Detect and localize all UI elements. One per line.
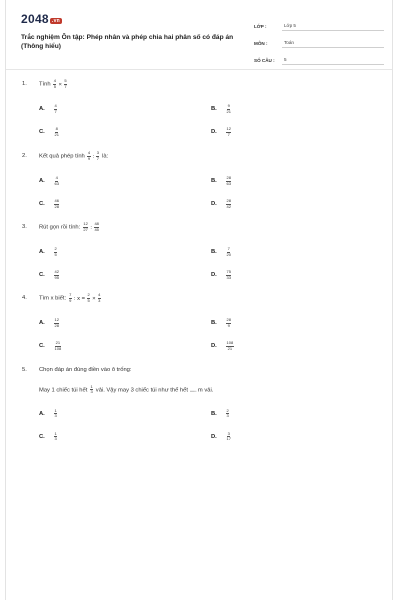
answer-option[interactable]: [39, 199, 211, 209]
answer-blank: ......: [189, 387, 197, 394]
question-text: [22, 222, 378, 232]
numerator: 4: [98, 292, 101, 298]
answer-option[interactable]: [39, 176, 211, 186]
numerator: 108: [226, 340, 234, 346]
logo-text: 2048: [21, 12, 49, 26]
question-number: 3.: [22, 224, 27, 230]
meta-row-subject: [254, 31, 384, 48]
meta-label: LỚP :: [254, 24, 267, 29]
denominator: 21: [226, 108, 231, 114]
fraction: [53, 79, 56, 89]
option-letter: A.: [39, 410, 45, 417]
answer-option[interactable]: [211, 104, 383, 114]
answer-option[interactable]: [39, 270, 211, 280]
numerator: 1: [54, 430, 57, 436]
option-letter: C.: [39, 433, 45, 440]
fraction: [90, 385, 93, 395]
option-letter: D.: [211, 343, 217, 349]
answer-option[interactable]: [211, 409, 383, 419]
meta-value: 5: [282, 57, 384, 65]
fraction: [87, 151, 90, 161]
fraction: [87, 293, 90, 303]
denominator: 7: [64, 83, 67, 89]
numerator: 48: [94, 221, 99, 227]
meta-info: [254, 14, 384, 65]
numerator: 5: [64, 78, 67, 84]
answer-option[interactable]: [39, 341, 211, 351]
denominator: 9: [69, 297, 72, 303]
question-number: 4.: [22, 295, 27, 301]
option-letter: B.: [211, 106, 217, 112]
question-prompt: Kết quả phép tính $\frac{4}{9}$ : $\frac{3}{7}$ là:: [39, 150, 109, 161]
logo[interactable]: [21, 12, 62, 26]
numerator: 75: [226, 269, 231, 275]
answer-option[interactable]: [211, 127, 383, 137]
numerator: 28: [226, 175, 231, 181]
numerator: 2: [87, 292, 90, 298]
option-letter: B.: [211, 249, 217, 255]
denominator: 27: [83, 226, 88, 232]
answer-options: [22, 409, 378, 442]
meta-label: SỐ CÂU :: [254, 58, 275, 63]
question-text: [22, 79, 378, 89]
question-text: [22, 293, 378, 303]
denominator: 3: [54, 413, 57, 419]
fraction: [226, 409, 229, 419]
denominator: 3: [98, 297, 101, 303]
answer-options: [22, 247, 378, 280]
denominator: 42: [226, 203, 231, 209]
option-letter: C.: [39, 201, 45, 207]
fraction: [226, 104, 231, 114]
meta-row-count: [254, 48, 384, 65]
answer-options: [22, 318, 378, 351]
meta-row-grade: [254, 14, 384, 31]
answer-option[interactable]: [211, 318, 383, 328]
page-title: Trắc nghiệm Ôn tập: Phép nhân và phép chia hai phân số có đáp án (Thông hiểu): [21, 34, 234, 50]
option-letter: A.: [39, 178, 45, 184]
answer-option[interactable]: [211, 341, 383, 351]
option-letter: D.: [211, 201, 217, 207]
denominator: 21: [227, 345, 233, 351]
numerator: 4: [53, 78, 56, 84]
fraction: [64, 79, 67, 89]
fraction: [54, 270, 59, 280]
numerator: 21: [55, 340, 61, 346]
question-prompt: Rút gọn rồi tính: $\frac{12}{27}$ : $\frac{48}{45}$: [39, 221, 99, 232]
numerator: 28: [226, 317, 231, 323]
option-letter: A.: [39, 320, 45, 326]
question-prompt: Chọn đáp án đúng điền vào ô trống:: [39, 367, 132, 373]
numerator: 1: [54, 407, 57, 413]
answer-option[interactable]: [39, 127, 211, 137]
denominator: 3: [54, 436, 57, 442]
fraction: [226, 432, 231, 442]
fraction: [226, 247, 231, 257]
numerator: 3: [227, 430, 230, 436]
operator: ×: [58, 81, 62, 88]
fraction: [54, 409, 57, 419]
denominator: 63: [54, 180, 59, 186]
answer-option[interactable]: [39, 318, 211, 328]
denominator: 95: [54, 274, 59, 280]
question-prompt: Tìm x biết: $\frac{7}{9}$ : x = $\frac{2}{5}$ × $\frac{4}{3}$: [39, 292, 101, 303]
answer-option[interactable]: [39, 247, 211, 257]
question-number: 1.: [22, 81, 27, 87]
question-statement: May 1 chiếc túi hết $\frac{1}{3}$ vải. Vậy may 3 chiếc túi như thế hết ...... m vải.: [39, 384, 214, 395]
numerator: 2: [226, 407, 229, 413]
answer-option[interactable]: [211, 432, 383, 442]
fraction: [96, 151, 99, 161]
meta-value: Toán: [282, 40, 384, 48]
answer-option[interactable]: [39, 432, 211, 442]
numerator: 12: [54, 317, 59, 323]
numerator: 12: [83, 221, 88, 227]
worksheet: [5, 0, 393, 600]
denominator: 108: [54, 345, 62, 351]
meta-value: Lớp 5: [282, 23, 384, 31]
fraction: [226, 176, 231, 186]
question-2: [22, 151, 378, 209]
denominator: 28: [54, 203, 59, 209]
denominator: 9: [87, 155, 91, 161]
question-4: [22, 293, 378, 351]
numerator: 12: [226, 126, 231, 132]
fraction: [54, 176, 59, 186]
option-letter: B.: [211, 410, 217, 417]
option-letter: A.: [39, 249, 45, 255]
fraction: [54, 199, 59, 209]
question-3: [22, 222, 378, 280]
fraction: [98, 293, 101, 303]
option-letter: C.: [39, 129, 45, 135]
numerator: 46: [54, 198, 59, 204]
denominator: 21: [54, 131, 59, 137]
question-number: 5.: [22, 367, 27, 373]
numerator: 8: [55, 126, 58, 132]
question-text: [22, 365, 378, 375]
question-1: [22, 79, 378, 137]
fraction: [54, 432, 57, 442]
operator: ×: [92, 295, 96, 302]
question-prompt: Tính $\frac{4}{5}$ × $\frac{5}{7}$: [39, 78, 67, 89]
fraction: [226, 318, 231, 328]
numerator: 2: [54, 246, 57, 252]
denominator: 45: [94, 226, 99, 232]
option-letter: C.: [39, 272, 45, 278]
fraction: [226, 127, 231, 137]
numerator: 7: [227, 246, 230, 252]
answer-option[interactable]: [211, 199, 383, 209]
fraction: [226, 341, 234, 351]
operator: :: [92, 153, 95, 160]
option-letter: B.: [211, 320, 217, 326]
meta-label: MÔN :: [254, 41, 268, 46]
numerator: 4: [55, 175, 58, 181]
fraction: [94, 222, 99, 232]
option-letter: A.: [39, 106, 45, 112]
denominator: 7: [227, 131, 230, 137]
fraction: [54, 127, 59, 137]
denominator: 17: [226, 436, 231, 442]
question-5: [22, 365, 378, 442]
denominator: 20: [226, 251, 231, 257]
numerator: 9: [227, 103, 230, 109]
denominator: 7: [54, 108, 57, 114]
denominator: 5: [53, 83, 56, 89]
question-text: [22, 151, 378, 161]
operator: :: [90, 224, 92, 231]
option-letter: C.: [39, 343, 45, 349]
fraction: [226, 199, 231, 209]
fraction: [54, 318, 59, 328]
denominator: 3: [226, 413, 229, 419]
denominator: 28: [54, 322, 59, 328]
numerator: 3: [96, 150, 99, 156]
question-number: 2.: [22, 153, 27, 159]
fraction: [69, 293, 72, 303]
fraction: [226, 270, 231, 280]
denominator: 5: [54, 251, 57, 257]
numerator: 4: [87, 150, 91, 156]
answer-option[interactable]: [211, 176, 383, 186]
fraction: [54, 104, 57, 114]
fraction: [54, 247, 57, 257]
option-letter: D.: [211, 272, 217, 278]
worksheet-header: [6, 0, 392, 70]
answer-options: [22, 176, 378, 209]
fraction: [83, 222, 88, 232]
answer-option[interactable]: [211, 270, 383, 280]
option-letter: B.: [211, 178, 217, 184]
numerator: 1: [90, 384, 93, 389]
answer-options: [22, 104, 378, 137]
option-letter: D.: [211, 433, 217, 440]
operator: : x =: [73, 295, 86, 302]
answer-option[interactable]: [211, 247, 383, 257]
numerator: 28: [226, 198, 231, 204]
denominator: 5: [87, 297, 90, 303]
answer-option[interactable]: [39, 409, 211, 419]
numerator: 7: [69, 292, 72, 298]
answer-option[interactable]: [39, 104, 211, 114]
logo-suffix: .vn: [51, 18, 61, 24]
denominator: 7: [96, 155, 99, 161]
fraction: [54, 341, 62, 351]
numerator: 4: [54, 103, 57, 109]
denominator: 9: [227, 322, 230, 328]
denominator: 33: [226, 274, 231, 280]
option-letter: D.: [211, 129, 217, 135]
denominator: 3: [90, 389, 93, 395]
numerator: 42: [54, 269, 59, 275]
denominator: 63: [226, 180, 231, 186]
